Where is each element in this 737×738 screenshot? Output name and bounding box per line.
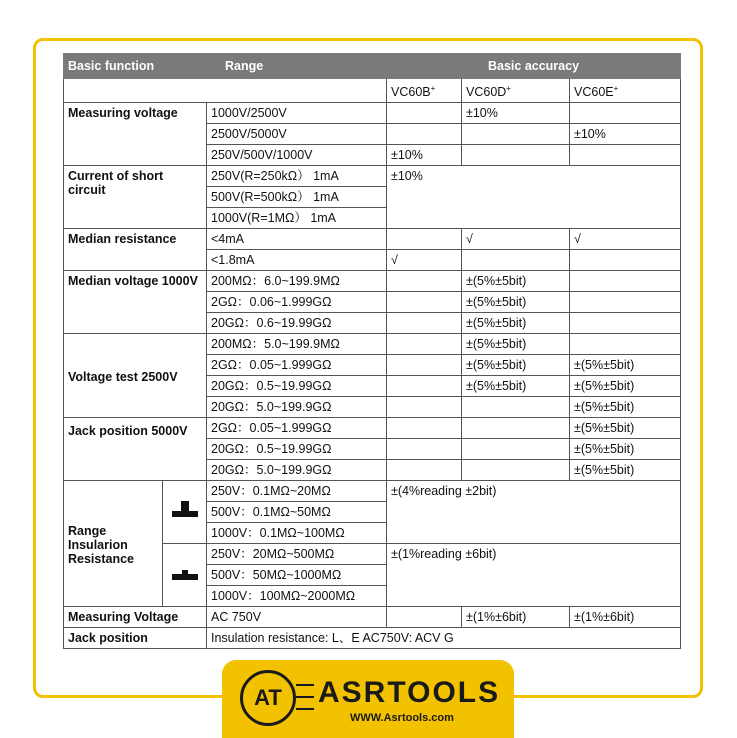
group-insulation: Range Insularion Resistance [64, 481, 163, 607]
table-row: 2500V/5000V ±10% [64, 124, 681, 145]
group-jack-5000: Jack position 5000V [64, 418, 207, 481]
table-row: 1000V：0.1MΩ~100MΩ [64, 523, 681, 544]
table-row: 20GΩ：5.0~199.9GΩ ±(5%±5bit) [64, 460, 681, 481]
table-row: Jack position 5000V 2GΩ：0.05~1.999GΩ ±(5%±5bit) [64, 418, 681, 439]
table-header-row [64, 54, 681, 79]
header-basic-function: Basic function [64, 54, 207, 79]
range-low-icon [172, 564, 198, 580]
group-measuring-voltage-ac: Measuring Voltage [64, 607, 207, 628]
group-median-voltage: Median voltage 1000V [64, 271, 207, 334]
table-row: 20GΩ：0.5~19.99GΩ ±(5%±5bit) [64, 439, 681, 460]
table-row: Range Insularion Resistance 250V：0.1MΩ~20MΩ ±(4%reading ±2bit) [64, 481, 681, 502]
table-row: Measuring Voltage AC 750V ±(1%±6bit) ±(1%±6bit) [64, 607, 681, 628]
insulation-mode-a-cell [163, 481, 207, 544]
table-row: 500V：0.1MΩ~50MΩ [64, 502, 681, 523]
range-high-icon [172, 501, 198, 517]
spec-table [63, 53, 681, 649]
logo-emblem: AT [240, 670, 296, 726]
table-row: 20GΩ：5.0~199.9GΩ ±(5%±5bit) [64, 397, 681, 418]
table-row: 500V(R=500kΩ） 1mA [64, 187, 681, 208]
group-voltage-test: Voltage test 2500V [64, 334, 207, 418]
brand-name: ASRTOOLS [318, 676, 501, 709]
table-row: 20GΩ：0.5~19.99GΩ ±(5%±5bit) ±(5%±5bit) [64, 376, 681, 397]
model-vc60b: VC60B+ [387, 79, 462, 103]
group-median-resistance: Median resistance [64, 229, 207, 271]
table-row: 1000V(R=1MΩ） 1mA [64, 208, 681, 229]
table-row: 2GΩ：0.06~1.999GΩ ±(5%±5bit) [64, 292, 681, 313]
group-measuring-voltage: Measuring voltage [64, 103, 207, 166]
table-row: 250V/500V/1000V ±10% [64, 145, 681, 166]
insulation-mode-b-cell [163, 544, 207, 607]
table-row: Median resistance <4mA √ √ [64, 229, 681, 250]
table-row: <1.8mA √ [64, 250, 681, 271]
table-row: 250V：20MΩ~500MΩ ±(1%reading ±6bit) [64, 544, 681, 565]
table-row: 2GΩ：0.05~1.999GΩ ±(5%±5bit) ±(5%±5bit) [64, 355, 681, 376]
header-range: Range [207, 54, 387, 79]
table-row: Current of short circuit 250V(R=250kΩ） 1mA ±10% [64, 166, 681, 187]
table-row: 1000V：100MΩ~2000MΩ [64, 586, 681, 607]
table-row: Measuring voltage 1000V/2500V ±10% [64, 103, 681, 124]
group-jack-position: Jack position [64, 628, 207, 649]
brand-logo [222, 660, 514, 738]
circuit-icon [296, 680, 314, 714]
model-vc60e: VC60E+ [570, 79, 681, 103]
model-row [64, 79, 681, 103]
table-row: Jack position Insulation resistance: L、E AC750V: ACV G [64, 628, 681, 649]
table-row: 500V：50MΩ~1000MΩ [64, 565, 681, 586]
header-basic-accuracy: Basic accuracy [387, 54, 681, 79]
table-row: Voltage test 2500V 200MΩ：5.0~199.9MΩ ±(5%±5bit) [64, 334, 681, 355]
group-short-circuit: Current of short circuit [64, 166, 207, 229]
table-row: Median voltage 1000V 200MΩ：6.0~199.9MΩ ±(5%±5bit) [64, 271, 681, 292]
brand-url: WWW.Asrtools.com [350, 712, 454, 724]
table-row: 20GΩ：0.6~19.99GΩ ±(5%±5bit) [64, 313, 681, 334]
model-vc60d: VC60D+ [462, 79, 570, 103]
